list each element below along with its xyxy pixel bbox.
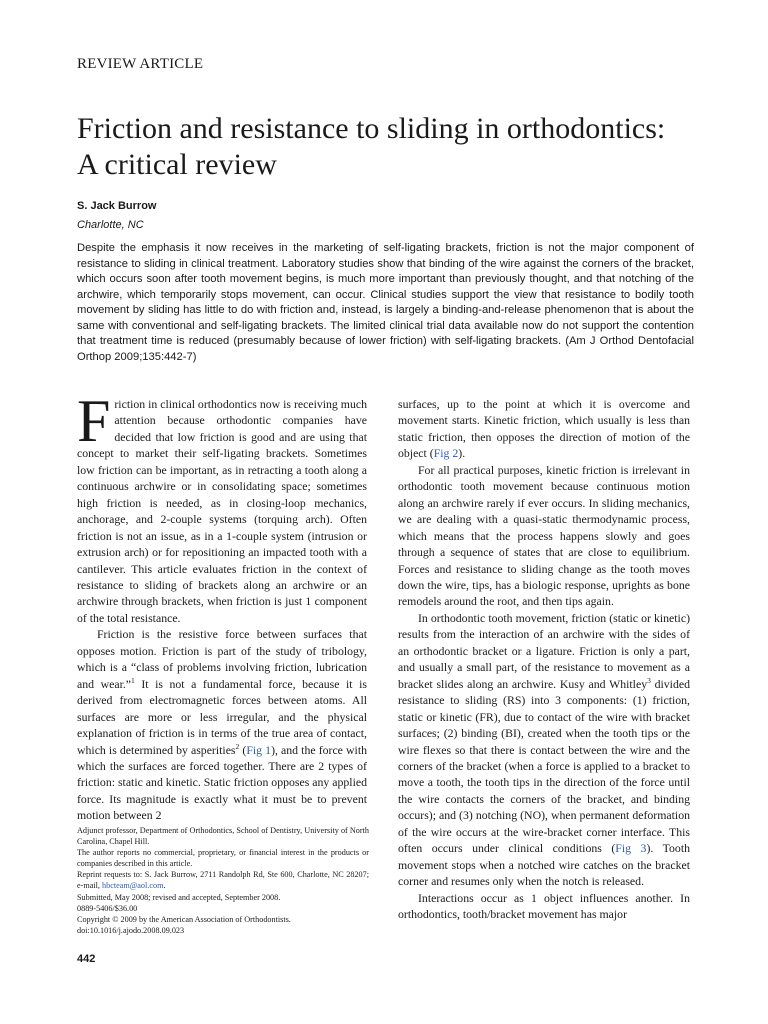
citation-superscript[interactable]: 1 bbox=[131, 675, 135, 685]
footnote-reprint bbox=[77, 869, 369, 891]
footnote-text: Reprint requests to: S. Jack Burrow, 2711 Randolph Rd, Ste 600, Charlotte, NC 28207; e-mail, bbox=[77, 870, 369, 891]
paragraph-text: ( bbox=[239, 742, 247, 757]
paragraph-text: divided resistance to sliding (RS) into 3 components: (1) friction, static or kinetic (FR), due to contact of the wire with bracket surfaces; (2) binding (BI), created when the tooth tips or the wire flexes so that there is contact between the wire and the corners of the bracket (when a force is applied to a bracket to move a tooth, the tooth tips in the direction of the force until the wire contacts the corners of the bracket, and binding occurs); and (3) notching (NO), when permanent deformation of the wire occurs at the wire-bracket corner interface. This often occurs under clinical conditions ( bbox=[398, 676, 690, 856]
footnote-interest: The author reports no commercial, proprietary, or financial interest in the products or companies described in this article. bbox=[77, 848, 369, 869]
footnote-copyright: Copyright © 2009 by the American Association of Orthodontists. bbox=[77, 914, 291, 924]
figure-link-fig2[interactable]: Fig 2 bbox=[433, 446, 459, 461]
paragraph-text: riction in clinical orthodontics now is receiving much attention because orthodontic companies have decided that low friction is good and are using that concept to market their self-ligating brackets. Sometimes low friction can be important, as in retracting a tooth along a continuous archwire or in consolidating space; sometimes high friction is needed, as in closing-loop mechanics, anchorage, and 2-couple systems (torquing arch). Often friction is not an issue, as in a 1-couple system (intrusion or extrusion arch) or for repositioning an impacted tooth with a cantilever. This article evaluates friction in the context of resistance to sliding of brackets along an archwire or an archwire through brackets, when friction is just 1 component of the total resistance. bbox=[77, 397, 367, 625]
footnote-price: 0889-5406/$36.00 bbox=[77, 903, 138, 913]
body-paragraph: Interactions occur as 1 object influences another. In orthodontics, tooth/bracket movement has major bbox=[398, 890, 690, 922]
body-paragraph: For all practical purposes, kinetic friction is irrelevant in orthodontic tooth movement because continuous motion along an archwire rarely if ever occurs. In sliding mechanics, we are dealing with a quasi-static thermodynamic process, which means that the process happens slowly and goes through a sequence of states that are close to equilibrium. Forces and resistance to sliding change as the tooth moves down the wire, tips, has a biologic response, uprights as bone remodels around the root, and then tips again. bbox=[398, 462, 690, 609]
footnotes bbox=[77, 825, 369, 936]
body-paragraph bbox=[77, 626, 367, 823]
footnote-text: . bbox=[163, 881, 166, 891]
author-name: S. Jack Burrow bbox=[77, 200, 157, 212]
paragraph-text: It is not a fundamental force, because it is derived from electromagnetic forces between atoms. All surfaces are more or less irregular, and the physical explanation of friction is in terms of the true area of contact, which is determined by asperities bbox=[77, 676, 368, 757]
page-number: 442 bbox=[77, 953, 96, 965]
author-affiliation: Charlotte, NC bbox=[77, 219, 144, 231]
citation-superscript[interactable]: 3 bbox=[647, 675, 651, 685]
body-paragraph bbox=[398, 396, 690, 462]
footnote-affiliation: Adjunct professor, Department of Orthodontics, School of Dentistry, University of North Carolina, Chapel Hill. bbox=[77, 826, 369, 847]
title-line-2: A critical review bbox=[77, 148, 277, 181]
citation-superscript[interactable]: 2 bbox=[235, 741, 240, 751]
article-title bbox=[77, 111, 717, 183]
paragraph-text: In orthodontic tooth movement, friction (static or kinetic) results from the interaction of an archwire with the sides of an orthodontic bracket or a ligature. Friction is only a part, and usually a small part, of the resistance to movement as a bracket slides along an archwire. Kusy and Whitley bbox=[398, 610, 690, 691]
footnote-doi: doi:10.1016/j.ajodo.2008.09.023 bbox=[77, 925, 185, 935]
paragraph-text: Friction is the resistive force between surfaces that opposes motion. Friction is part of the study of tribology, which is a “class of problems involving friction, lubrication and wear.” bbox=[77, 627, 367, 691]
paragraph-text: surfaces, up to the point at which it is overcome and movement starts. Kinetic friction, which usually is less than static friction, then opposes the direction of motion of the object ( bbox=[398, 397, 690, 461]
figure-link-fig3[interactable]: Fig 3 bbox=[615, 841, 647, 856]
article-type-label: REVIEW ARTICLE bbox=[77, 56, 204, 72]
email-link[interactable]: hbcteam@aol.com bbox=[102, 881, 164, 891]
abstract: Despite the emphasis it now receives in the marketing of self-ligating brackets, friction is not the major component of resistance to sliding in clinical treatment. Laboratory studies show that binding of the wire against the corners of the bracket, which occurs soon after tooth movement begins, is much more important than previously thought, and that notching of the archwire, which temporarily stops movement, can occur. Clinical studies support the view that resistance to bodily tooth movement by sliding has little to do with friction and, instead, is largely a binding-and-release phenomenon that is about the same with conventional and self-ligating brackets. The limited clinical trial data available now do not support the contention that treatment time is reduced (presumably because of lower friction) with self-ligating brackets. (Am J Orthod Dentofacial Orthop 2009;135:442-7) bbox=[77, 242, 694, 363]
figure-link-fig1[interactable]: Fig 1 bbox=[246, 742, 272, 757]
body-column-left bbox=[77, 388, 368, 824]
drop-cap: F bbox=[77, 388, 111, 454]
body-paragraph bbox=[77, 388, 367, 626]
paragraph-text: ). Tooth movement stops when a notched wire catches on the bracket corner and resumes only when the notch is released. bbox=[398, 841, 690, 889]
body-column-right bbox=[398, 396, 690, 923]
body-paragraph bbox=[398, 610, 690, 890]
title-line-1: Friction and resistance to sliding in orthodontics: bbox=[77, 112, 666, 145]
footnote-submitted: Submitted, May 2008; revised and accepted, September 2008. bbox=[77, 892, 281, 902]
paragraph-text: ), and the force with which the surfaces are forced together. There are 2 types of friction: static and kinetic. Static friction opposes any applied force. Its magnitude is exactly what it must be to prevent motion between 2 bbox=[77, 742, 367, 823]
paragraph-text: ). bbox=[458, 446, 466, 461]
